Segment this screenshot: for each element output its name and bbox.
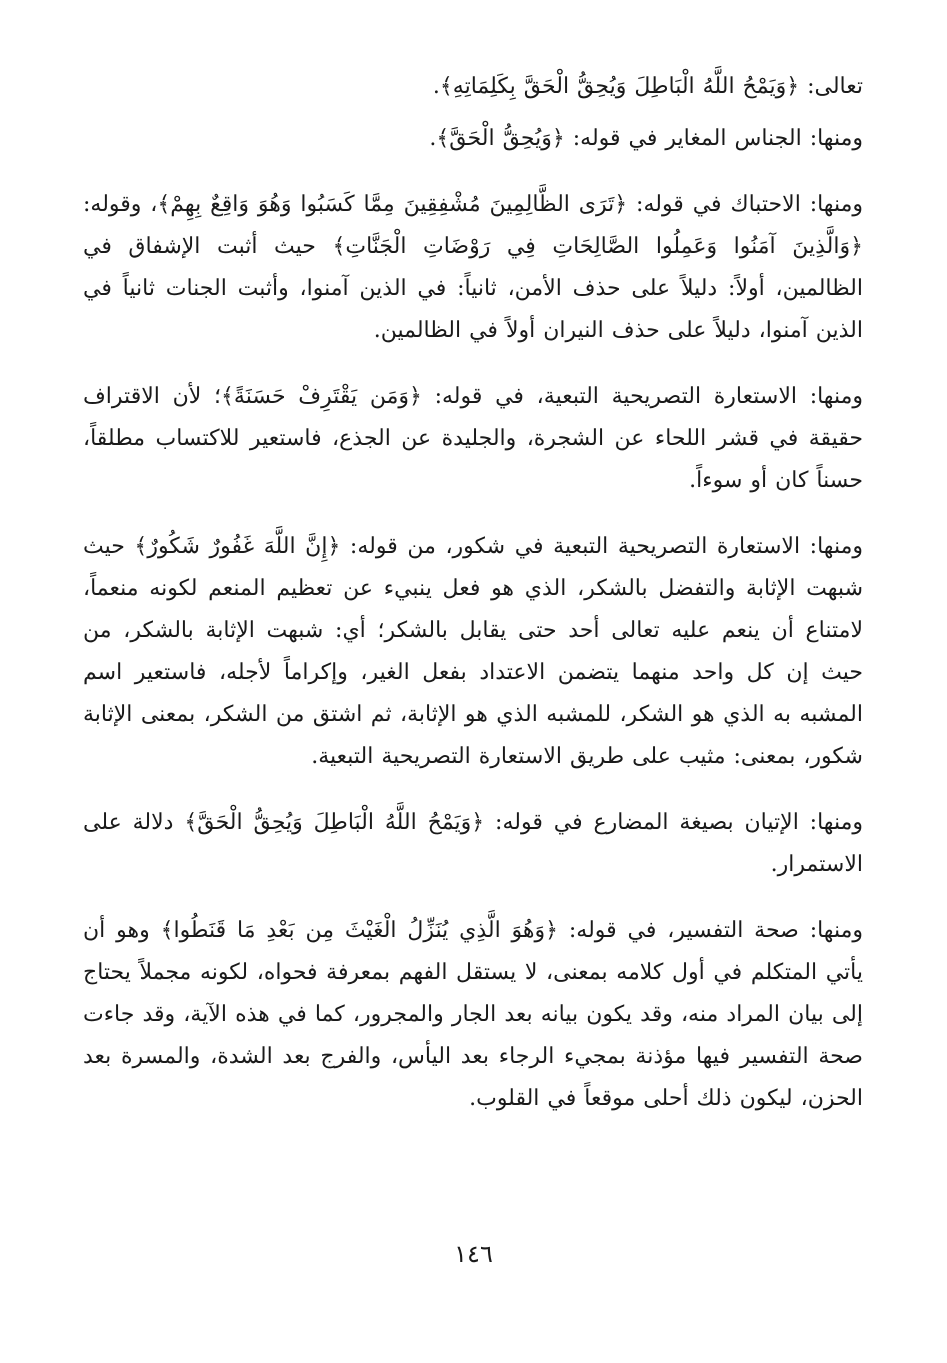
paragraph-ihtibak: ومنها: الاحتباك في قوله: ﴿تَرَى الظَّالِمِينَ مُشْفِقِينَ مِمَّا كَسَبُوا وَهُوَ وَاقِعٌ بِهِمْ﴾، وقوله: ﴿وَالَّذِينَ آمَنُوا وَعَمِلُوا الصَّالِحَاتِ فِي رَوْضَاتِ الْجَنَّاتِ﴾ حيث أثبت الإشفاق في الظالمين، أولاً: دليلاً على حذف الأمن، ثانياً: في الذين آمنوا، وأثبت الجنات ثانياً في الذين آمنوا، دليلاً على حذف النيران أولاً في الظالمين. — [83, 192, 863, 343]
paragraph-mudari: ومنها: الإتيان بصيغة المضارع في قوله: ﴿وَيَمْحُ اللَّهُ الْبَاطِلَ وَيُحِقُّ الْحَقَّ﴾ دلالة على الاستمرار. — [83, 810, 863, 877]
page-number: ١٤٦ — [454, 1240, 493, 1268]
paragraph-sihhat-tafsir: ومنها: صحة التفسير، في قوله: ﴿وَهُوَ الَّذِي يُنَزِّلُ الْغَيْثَ مِن بَعْدِ مَا قَنَطُوا﴾ وهو أن يأتي المتكلم في أول كلامه بمعنى، لا يستقل الفهم بمعرفة فحواه، لكونه مجملاً يحتاج إلى بيان المراد منه، وقد يكون بيانه بعد الجار والمجرور، كما في هذه الآية، وقد جاءت صحة التفسير فيها مؤذنة بمجيء الرجاء بعد اليأس، والفرج بعد الشدة، والمسرة بعد الحزن، ليكون ذلك أحلى موقعاً في القلوب. — [83, 918, 863, 1111]
page-body — [83, 66, 863, 1144]
paragraph-jinas: ومنها: الجناس المغاير في قوله: ﴿وَيُحِقُّ الْحَقَّ﴾. — [429, 126, 863, 151]
paragraph-continuation: تعالى: ﴿وَيَمْحُ اللَّهُ الْبَاطِلَ وَيُحِقُّ الْحَقَّ بِكَلِمَاتِهِ﴾. — [432, 74, 863, 99]
paragraph-istiara-shakur: ومنها: الاستعارة التصريحية التبعية في شكور، من قوله: ﴿إِنَّ اللَّهَ غَفُورٌ شَكُورٌ﴾ حيث شبهت الإثابة والتفضل بالشكر، الذي هو فعل ينبيء عن تعظيم المنعم لكونه منعماً، لامتناع أن ينعم عليه تعالى أحد حتى يقابل بالشكر؛ أي: شبهت الإثابة بالشكر، من حيث إن كل واحد منهما يتضمن الاعتداد بفعل الغير، وإكراماً لأجله، فاستعير اسم المشبه به الذي هو الشكر، للمشبه الذي هو الإثابة، ثم اشتق من الشكر، بمعنى الإثابة شكور، بمعنى: مثيب على طريق الاستعارة التصريحية التبعية. — [83, 534, 863, 769]
paragraph-istiara-iqtiraf: ومنها: الاستعارة التصريحية التبعية، في قوله: ﴿وَمَن يَقْتَرِفْ حَسَنَةً﴾؛ لأن الاقتراف حقيقة في قشر اللحاء عن الشجرة، والجليدة عن الجذع، فاستعير للاكتساب مطلقاً، حسناً كان أو سوءاً. — [83, 384, 863, 493]
